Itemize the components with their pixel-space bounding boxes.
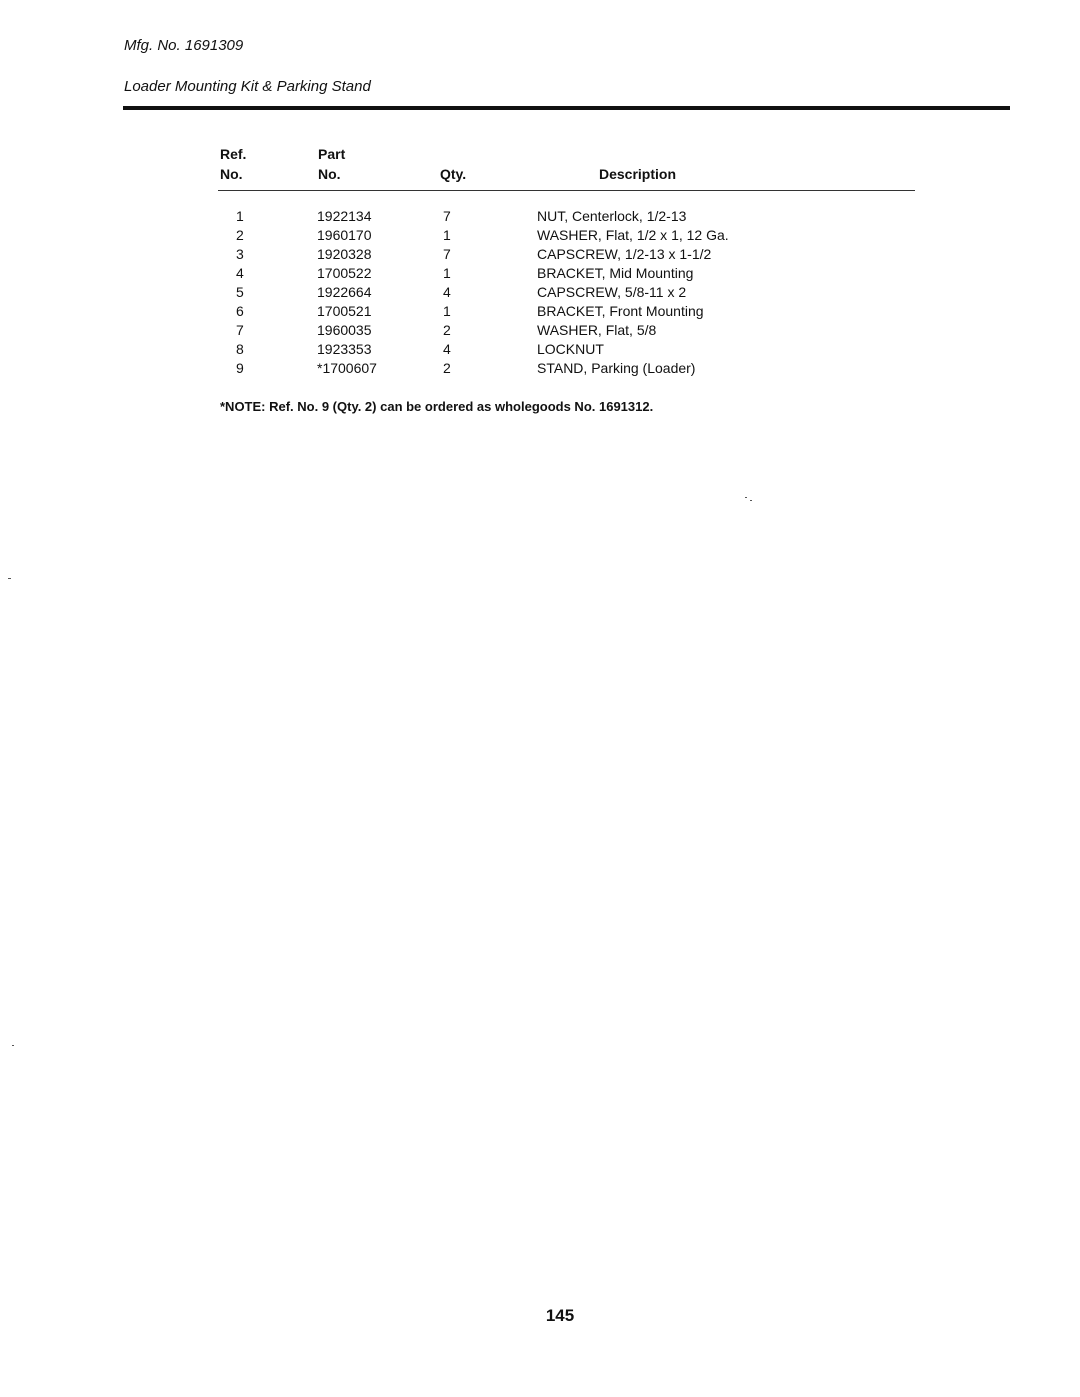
part-number-cell: 1923353 — [317, 341, 372, 357]
table-row — [0, 207, 1080, 226]
table-row — [0, 321, 1080, 340]
scan-speck — [12, 1045, 14, 1046]
description-cell: NUT, Centerlock, 1/2-13 — [537, 208, 687, 224]
header-part-line1: Part — [318, 146, 346, 162]
header-rule — [123, 106, 1010, 110]
part-number-cell: *1700607 — [317, 360, 377, 376]
table-row — [0, 245, 1080, 264]
qty-cell: 1 — [443, 227, 451, 243]
part-number-cell: 1922664 — [317, 284, 372, 300]
header-ref-line1: Ref. — [220, 146, 247, 162]
ref-cell: 4 — [236, 265, 244, 281]
part-number-cell: 1960035 — [317, 322, 372, 338]
description-cell: LOCKNUT — [537, 341, 604, 357]
qty-cell: 7 — [443, 208, 451, 224]
part-number-cell: 1700522 — [317, 265, 372, 281]
description-cell: WASHER, Flat, 1/2 x 1, 12 Ga. — [537, 227, 729, 243]
page-title: Loader Mounting Kit & Parking Stand — [124, 78, 371, 95]
scan-speck — [750, 500, 752, 501]
table-row — [0, 226, 1080, 245]
description-cell: CAPSCREW, 5/8-11 x 2 — [537, 284, 687, 300]
header-underline — [218, 190, 915, 191]
qty-cell: 4 — [443, 341, 451, 357]
description-cell: WASHER, Flat, 5/8 — [537, 322, 657, 338]
qty-cell: 1 — [443, 303, 451, 319]
ref-cell: 1 — [236, 208, 244, 224]
ref-cell: 9 — [236, 360, 244, 376]
header-description: Description — [599, 166, 677, 182]
description-cell: BRACKET, Front Mounting — [537, 303, 704, 319]
ref-cell: 6 — [236, 303, 244, 319]
part-number-cell: 1700521 — [317, 303, 372, 319]
part-number-cell: 1920328 — [317, 246, 372, 262]
header-ref-line2: No. — [220, 166, 243, 182]
footnote: *NOTE: Ref. No. 9 (Qty. 2) can be ordered as wholegoods No. 1691312. — [220, 399, 654, 414]
ref-cell: 2 — [236, 227, 244, 243]
table-row — [0, 359, 1080, 378]
part-number-cell: 1960170 — [317, 227, 372, 243]
page-number: 145 — [545, 1306, 575, 1325]
header-qty: Qty. — [440, 166, 467, 182]
table-row — [0, 340, 1080, 359]
qty-cell: 7 — [443, 246, 451, 262]
qty-cell: 4 — [443, 284, 451, 300]
mfg-number: Mfg. No. 1691309 — [124, 37, 244, 54]
qty-cell: 1 — [443, 265, 451, 281]
table-row — [0, 283, 1080, 302]
ref-cell: 8 — [236, 341, 244, 357]
description-cell: BRACKET, Mid Mounting — [537, 265, 694, 281]
qty-cell: 2 — [443, 322, 451, 338]
ref-cell: 7 — [236, 322, 244, 338]
description-cell: STAND, Parking (Loader) — [537, 360, 696, 376]
qty-cell: 2 — [443, 360, 451, 376]
scan-speck — [745, 497, 747, 498]
table-row — [0, 264, 1080, 283]
part-number-cell: 1922134 — [317, 208, 372, 224]
description-cell: CAPSCREW, 1/2-13 x 1-1/2 — [537, 246, 712, 262]
ref-cell: 3 — [236, 246, 244, 262]
scan-speck — [8, 578, 11, 579]
header-part-line2: No. — [318, 166, 341, 182]
table-row — [0, 302, 1080, 321]
ref-cell: 5 — [236, 284, 244, 300]
